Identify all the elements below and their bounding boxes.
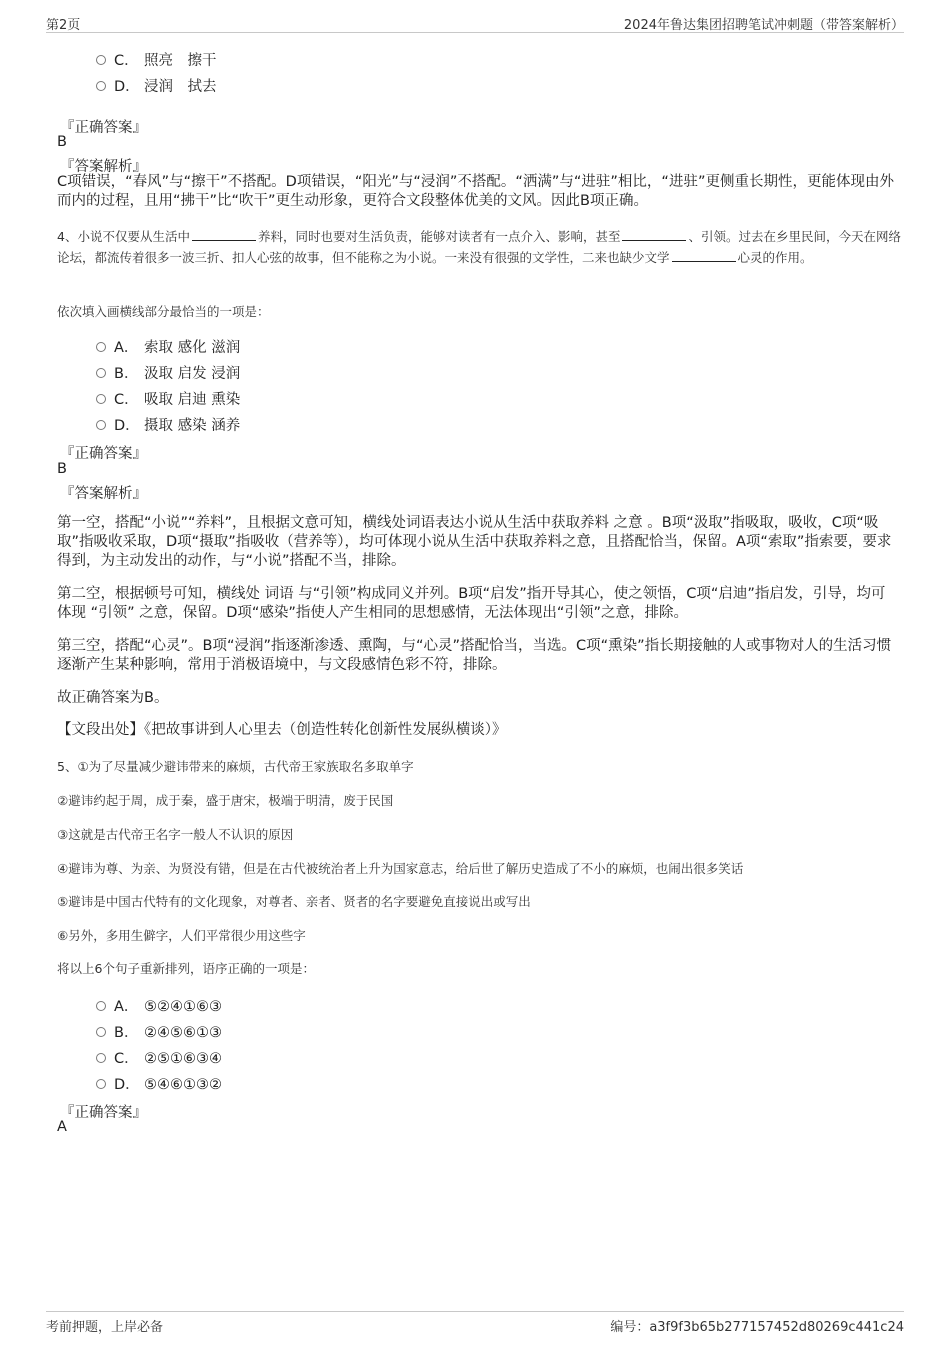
option-text: ⑤④⑥①③② — [144, 1077, 222, 1093]
radio-icon[interactable] — [96, 1001, 106, 1011]
q5-sentence-6: ⑥另外，多用生僻字，人们平常很少用这些字 — [57, 928, 306, 943]
q4-analysis-p3: 第三空，搭配“心灵”。B项“浸润”指逐渐渗透、熏陶，与“心灵”搭配恰当，当选。C项“熏染”指长期接触的人或事物对人的生活习惯逐渐产生某种影响，常用于消极语境中，与文段感情色彩不符，排除。 — [57, 638, 892, 673]
q5-answer: A — [57, 1119, 67, 1135]
q5-option-b[interactable] — [96, 1021, 222, 1041]
radio-icon[interactable] — [96, 1053, 106, 1063]
option-text: 吸取 启迪 熏染 — [144, 392, 241, 408]
option-letter: A． — [114, 999, 139, 1015]
radio-icon[interactable] — [96, 55, 106, 65]
option-text: 索取 感化 滋润 — [144, 340, 241, 356]
q4-option-b[interactable] — [96, 362, 240, 382]
document-title: 2024年鲁达集团招聘笔试冲刺题（带答案解析） — [623, 18, 904, 33]
q5-option-d[interactable] — [96, 1073, 222, 1093]
q3-answer: B — [57, 134, 67, 150]
q4-source: 【文段出处】《把故事讲到人心里去（创造性转化创新性发展纵横谈）》 — [57, 722, 507, 738]
option-letter: A． — [114, 340, 139, 356]
q4-stem-part4: 心灵的作用。 — [737, 250, 813, 265]
option-letter: B． — [114, 366, 139, 382]
option-letter: C． — [114, 392, 139, 408]
q4-answer-label: 『正确答案』 — [60, 446, 147, 462]
option-letter: D． — [114, 1077, 140, 1093]
radio-icon[interactable] — [96, 1079, 106, 1089]
radio-icon[interactable] — [96, 81, 106, 91]
q4-stem-part1: 4、小说不仅要从生活中 — [57, 229, 190, 244]
option-text: 照亮 擦干 — [144, 53, 217, 69]
q5-option-c[interactable] — [96, 1047, 222, 1067]
q5-sentence-3: ③这就是古代帝王名字一般人不认识的原因 — [57, 827, 294, 842]
option-text: ②⑤①⑥③④ — [144, 1051, 222, 1067]
radio-icon[interactable] — [96, 420, 106, 430]
option-letter: D． — [114, 79, 140, 95]
q4-stem — [57, 226, 902, 268]
option-text: ②④⑤⑥①③ — [144, 1025, 222, 1041]
q5-sentence-4: ④避讳为尊、为亲、为贤没有错，但是在古代被统治者上升为国家意志，给后世了解历史造成了不小的麻烦，也闹出很多笑话 — [57, 861, 744, 876]
radio-icon[interactable] — [96, 342, 106, 352]
q4-analysis-p1: 第一空，搭配“小说”“养料”，且根据文意可知，横线处词语表达小说从生活中获取养料 之意 。B项“汲取”指吸取，吸收，C项“吸取”指吸收采取，D项“摄取”指吸收（营养等），均可体现小说从生活中获取养料之意，且搭配恰当，保留。A项“索取”指索要，要求得到，为主动发出的动作，与“小说”搭配不当，排除。 — [57, 515, 892, 569]
q4-analysis-label: 『答案解析』 — [60, 486, 147, 502]
option-text: ⑤②④①⑥③ — [144, 999, 222, 1015]
q4-option-d[interactable] — [96, 414, 240, 434]
q3-analysis: C项错误，“春风”与“擦干”不搭配。D项错误，“阳光”与“浸润”不搭配。“洒满”与“进驻”相比，“进驻”更侧重长期性，更能体现由外而内的过程，且用“拂干”比“吹干”更生动形象，更符合文段整体优美的文风。因此B项正确。 — [57, 174, 894, 209]
q4-prompt: 依次填入画横线部分最恰当的一项是： — [57, 304, 270, 319]
blank-1 — [192, 228, 256, 241]
q3-analysis-label: 『答案解析』 — [60, 159, 147, 175]
option-text: 浸润 拭去 — [144, 79, 217, 95]
q5-prompt: 将以上6个句子重新排列，语序正确的一项是： — [57, 961, 315, 976]
q5-answer-label: 『正确答案』 — [60, 1105, 147, 1121]
radio-icon[interactable] — [96, 368, 106, 378]
option-letter: C． — [114, 1051, 139, 1067]
page-header — [46, 12, 904, 33]
q3-option-d[interactable] — [96, 75, 217, 95]
option-text: 汲取 启发 浸润 — [144, 366, 241, 382]
q5-option-a[interactable] — [96, 995, 222, 1015]
q5-sentence-5: ⑤避讳是中国古代特有的文化现象，对尊者、亲者、贤者的名字要避免直接说出或写出 — [57, 894, 531, 909]
option-letter: C． — [114, 53, 139, 69]
blank-2 — [622, 228, 686, 241]
q5-sentence-1: 5、①为了尽量减少避讳带来的麻烦，古代帝王家族取名多取单字 — [57, 759, 414, 774]
page-footer — [46, 1311, 904, 1336]
q4-option-a[interactable] — [96, 336, 240, 356]
blank-3 — [672, 249, 736, 262]
q4-option-c[interactable] — [96, 388, 240, 408]
q4-answer: B — [57, 461, 67, 477]
radio-icon[interactable] — [96, 394, 106, 404]
q4-stem-part3: 、引领。过去在乡里民间，今天在网络论坛，都流传着很多一波三折、扣人心弦的故事，但不能称之为小说。一来没有很强的文学性，二来也缺少文学 — [57, 229, 901, 265]
q3-option-c[interactable] — [96, 49, 217, 69]
radio-icon[interactable] — [96, 1027, 106, 1037]
q3-answer-label: 『正确答案』 — [60, 120, 147, 136]
option-text: 摄取 感染 涵养 — [144, 418, 241, 434]
page-number: 第2页 — [46, 18, 81, 33]
q5-sentence-2: ②避讳约起于周，成于秦，盛于唐宋，极端于明清，废于民国 — [57, 793, 394, 808]
footer-serial: 编号：a3f9f3b65b277157452d80269c441c24 — [610, 1320, 904, 1335]
footer-slogan: 考前押题，上岸必备 — [46, 1320, 164, 1335]
option-letter: D． — [114, 418, 140, 434]
option-letter: B． — [114, 1025, 139, 1041]
q4-conclusion: 故正确答案为B。 — [57, 690, 169, 706]
q4-analysis-p2: 第二空，根据顿号可知，横线处 词语 与“引领”构成同义并列。B项“启发”指开导其心，使之领悟，C项“启迪”指启发，引导，均可体现 “引领” 之意，保留。D项“感染”指使人产生相同的思想感情，无法体现出“引领”之意，排除。 — [57, 586, 886, 621]
q4-stem-part2: 养料，同时也要对生活负责，能够对读者有一点介入、影响，甚至 — [257, 229, 621, 244]
